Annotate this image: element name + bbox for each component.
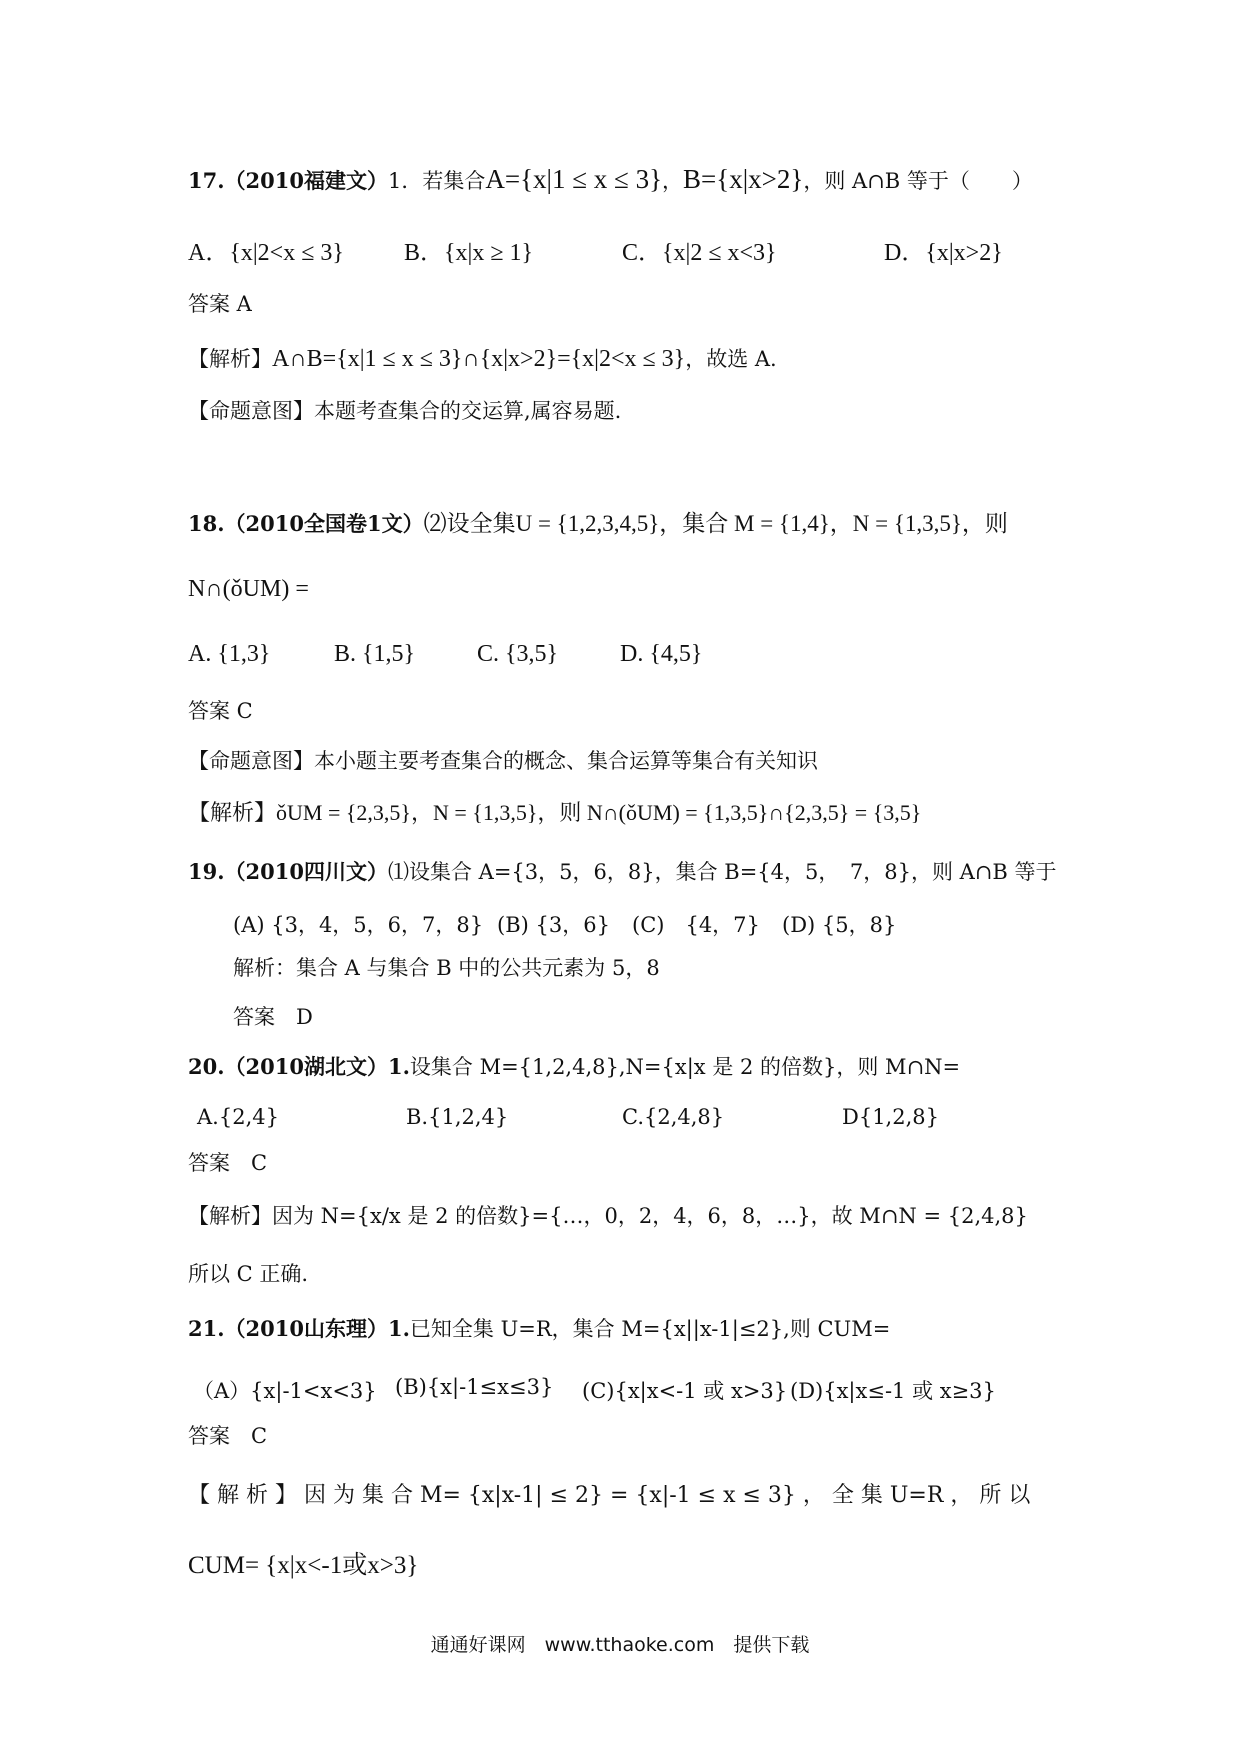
q21-option-a: （A）{x|-1<x<3} — [193, 1379, 377, 1403]
q19-option-a: (A) {3，4，5，6，7，8} — [233, 913, 484, 937]
q17-analysis-math: A∩B={x|1 ≤ x ≤ 3}∩{x|x>2}={x|2<x ≤ 3} — [272, 346, 686, 372]
q21-stem-text: 已知全集 U=R，集合 M={x||x-1|≤2},则 CUM= — [409, 1317, 891, 1341]
q17-sep: ， — [662, 169, 684, 193]
q20-stem — [188, 1056, 960, 1078]
q20-option-b: B.{1,2,4} — [406, 1105, 509, 1129]
q18-answer: 答案 C — [188, 699, 253, 723]
q20-answer: 答案 C — [188, 1151, 268, 1175]
page-footer: 通通好课网 www.tthaoke.com 提供下载 — [430, 1634, 810, 1656]
q18-analysis: 【解析】ǒUM = {2,3,5}，N = {1,3,5}，则 N∩(ǒUM) = {1,3,5}∩{2,3,5} = {3,5} — [188, 800, 922, 825]
q17-option-c: C．{x|2 ≤ x<3} — [622, 240, 777, 266]
q18-stem — [188, 512, 1008, 535]
q20-head: 20.（2010湖北文）1. — [188, 1054, 410, 1079]
q17-answer: 答案 A — [188, 292, 252, 316]
q18-head: 18.（2010全国卷1文） — [188, 511, 424, 536]
q20-stem-text: 设集合 M={1,2,4,8},N={x|x 是 2 的倍数}，则 M∩N= — [409, 1055, 961, 1079]
q18-stem-line2: N∩(ǒUM) = — [188, 576, 309, 602]
q17-stem-pre: 1．若集合 — [387, 169, 486, 193]
q17-set-a: A={x|1 ≤ x ≤ 3} — [485, 164, 663, 194]
q17-option-a: A．{x|2<x ≤ 3} — [188, 240, 344, 266]
q19-head: 19.（2010四川文） — [188, 859, 388, 884]
q18-option-d: D. {4,5} — [620, 641, 703, 667]
q19-option-d: (D) {5，8} — [782, 913, 897, 937]
q21-analysis-line2: CUM= {x|x<-1或x>3} — [188, 1552, 419, 1579]
q17-intent: 【命题意图】本题考查集合的交运算,属容易题. — [188, 399, 622, 423]
q17-analysis-label: 【解析】 — [188, 347, 272, 371]
q17-option-b: B．{x|x ≥ 1} — [404, 240, 534, 266]
q21-analysis: 【 解 析 】 因 为 集 合 M= {x|x-1| ≤ 2} = {x|-1 ≤ x ≤ 3} ， 全 集 U=R ， 所 以 — [188, 1483, 1031, 1508]
q20-option-d: D{1,2,8} — [842, 1105, 939, 1129]
q17-stem-post: ，则 A∩B 等于（ ） — [803, 169, 1033, 193]
q19-option-c: (C) {4，7} — [632, 913, 760, 937]
q17-stem — [188, 166, 1033, 193]
q19-answer: 答案 D — [233, 1005, 313, 1029]
q18-intent: 【命题意图】本小题主要考查集合的概念、集合运算等集合有关知识 — [188, 749, 818, 773]
q21-stem — [188, 1318, 890, 1340]
q20-analysis: 【解析】因为 N={x/x 是 2 的倍数}={…，0，2，4，6，8，…}，故 M∩N = {2,4,8} — [188, 1204, 1028, 1228]
q20-option-a: A.{2,4} — [197, 1105, 279, 1129]
q18-option-c: C. {3,5} — [477, 641, 559, 667]
q20-conclusion: 所以 C 正确. — [188, 1262, 309, 1286]
q19-stem — [188, 861, 1057, 883]
q17-head: 17.（2010福建文） — [188, 168, 388, 193]
q17-analysis-tail: ，故选 A. — [685, 347, 777, 371]
q21-option-c: (C){x|x<-1 或 x>3} — [582, 1379, 788, 1403]
q19-analysis: 解析：集合 A 与集合 B 中的公共元素为 5，8 — [233, 956, 660, 980]
q18-stem-text: ⑵设全集U = {1,2,3,4,5}，集合 M = {1,4}，N = {1,3,5}，则 — [423, 511, 1008, 536]
q17-set-b: B={x|x>2} — [683, 164, 804, 194]
q21-option-b: (B){x|-1≤x≤3} — [395, 1375, 554, 1399]
q19-option-b: (B) {3，6} — [497, 913, 610, 937]
q21-head: 21.（2010山东理）1. — [188, 1316, 410, 1341]
q18-option-b: B. {1,5} — [334, 641, 416, 667]
q17-option-d: D．{x|x>2} — [884, 240, 1003, 266]
q21-answer: 答案 C — [188, 1424, 268, 1448]
q18-option-a: A. {1,3} — [188, 641, 271, 667]
q17-analysis — [188, 347, 777, 371]
q20-option-c: C.{2,4,8} — [622, 1105, 725, 1129]
q21-option-d: (D){x|x≤-1 或 x≥3} — [790, 1379, 996, 1403]
q19-stem-text: ⑴设集合 A={3，5，6，8}，集合 B={4，5， 7，8}，则 A∩B 等于 — [387, 860, 1057, 884]
